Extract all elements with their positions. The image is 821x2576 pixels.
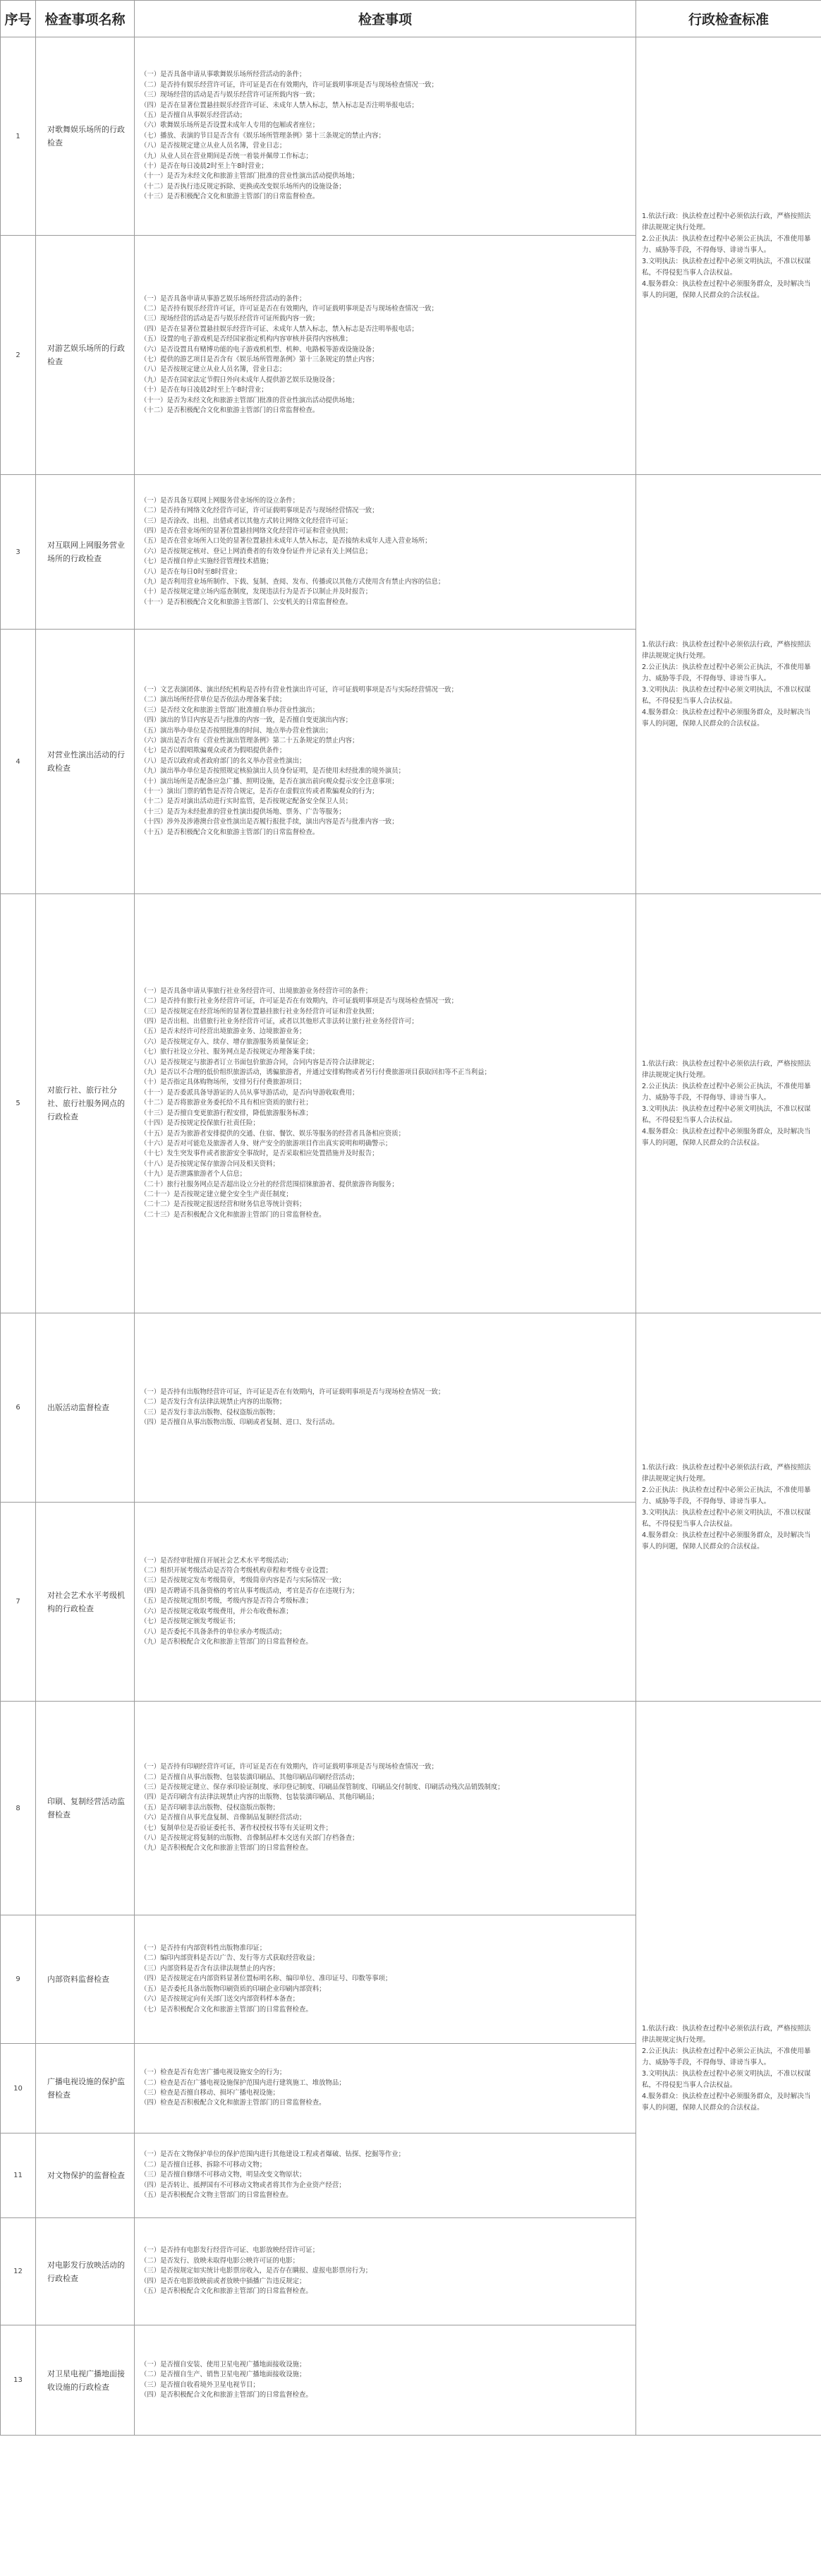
row-name: 对游艺娱乐场所的行政检查 — [36, 236, 135, 475]
item-line: （五）是否在营业场所入口处的显著位置悬挂未成年人禁入标志，是否接纳未成年人进入营业场所； — [140, 537, 432, 546]
header-num: 序号 — [1, 1, 36, 37]
item-line: （三）是否发行非法出版物、侵权盗版出版物； — [140, 1408, 279, 1416]
item-line: （十）是否按规定建立场内巡查制度，发现违法行为是否予以制止并及时报告； — [140, 588, 372, 596]
row-items — [135, 2325, 636, 2436]
item-line: （七）是否按规定颁发考级证书； — [140, 1618, 240, 1626]
item-line: （十）是否在每日凌晨2时至上午8时营业； — [140, 162, 268, 171]
item-line: （十二）是否积极配合文化和旅游主管部门的日常监督检查。 — [140, 407, 320, 415]
row-name: 对社会艺术水平考级机构的行政检查 — [36, 1503, 135, 1702]
standard-line: 1.依法行政：执法检查过程中必须依法行政，严格按照法律法规规定执行处理。 — [642, 212, 811, 231]
item-line: （三）是否按规定如实统计电影票房收入，是否存在瞒报、虚报电影票房行为； — [140, 2267, 372, 2275]
standard-line: 4.服务群众：执法检查过程中必须服务群众，及时解决当事人的问题，保障人民群众的合法权益。 — [642, 1127, 811, 1147]
item-line: （一）检查是否有危害广播电视设施安全的行为； — [140, 2069, 286, 2077]
row-items — [135, 236, 636, 475]
item-line: （一）是否具备互联网上网服务营业场所的设立条件； — [140, 496, 300, 505]
item-line: （十一）是否积极配合文化和旅游主管部门、公安机关的日常监督检查。 — [140, 598, 353, 606]
item-line: （六）是否按规定向有关部门送交内部资料样本备查； — [140, 1995, 300, 2004]
table-row — [1, 475, 821, 630]
table-row — [1, 1702, 821, 1915]
item-line: （六）歌舞娱乐场所是否设置未成年人专用的包厢或者座位； — [140, 121, 320, 130]
item-line: （四）演出的节目内容是否与批准的内容一致，是否擅自变更演出内容； — [140, 716, 353, 725]
standard-line: 3.文明执法：执法检查过程中必须文明执法，不准以权谋私，不得侵犯当事人合法权益。 — [642, 2069, 811, 2089]
row-items — [135, 2133, 636, 2218]
item-line: （五）是否印刷非法出版物、侵权盗版出版物； — [140, 1803, 279, 1812]
item-line: （一）是否在文物保护单位的保护范围内进行其他建设工程或者爆破、钻探、挖掘等作业； — [140, 2150, 406, 2159]
standard-line: 2.公正执法：执法检查过程中必须公正执法，不准使用暴力、威胁等手段，不得侮辱、诽谤当事人。 — [642, 234, 811, 254]
item-line: （四）是否积极配合文化和旅游主管部门的日常监督检查。 — [140, 2390, 312, 2399]
row-name: 对文物保护的监督检查 — [36, 2133, 135, 2218]
item-line: （八）是否按规定将复制的出版物、音像制品样本交送有关部门存档备查； — [140, 1834, 359, 1843]
standard-line: 1.依法行政：执法检查过程中必须依法行政，严格按照法律法规规定执行处理。 — [642, 2024, 811, 2044]
header-row — [1, 1, 821, 37]
row-name: 对旅行社、旅行社分社、旅行社服务网点的行政检查 — [36, 894, 135, 1313]
standard-line: 2.公正执法：执法检查过程中必须公正执法，不准使用暴力、威胁等手段，不得侮辱、诽谤当事人。 — [642, 1486, 811, 1505]
row-items — [135, 1503, 636, 1702]
item-line: （十一）是否为未经文化和旅游主管部门批准的营业性演出活动提供场地； — [140, 172, 359, 181]
item-line: （七）播放、表演的节目是否含有《娱乐场所管理条例》第十三条规定的禁止内容； — [140, 131, 385, 140]
item-line: （三）是否按规定发布考级简章，考级简章内容是否与实际情况一致； — [140, 1577, 346, 1585]
item-line: （七）旅行社设立分社、服务网点是否按规定办理备案手续； — [140, 1048, 320, 1057]
item-line: （三）是否按规定建立、保存承印验证制度、承印登记制度、印刷品保管制度、印刷品交付制度、印刷活动残次品销毁制度； — [140, 1783, 504, 1791]
item-line: （五）是否擅自从事娱乐经营活动； — [140, 111, 247, 119]
standard-line: 3.文明执法：执法检查过程中必须文明执法，不准以权谋私，不得侵犯当事人合法权益。 — [642, 1508, 811, 1528]
item-line: （一）是否具备申请从事旅行社业务经营许可、出境旅游业务经营许可的条件； — [140, 987, 372, 995]
row-num: 7 — [1, 1503, 36, 1702]
standard-line: 1.依法行政：执法检查过程中必须依法行政，严格按照法律法规规定执行处理。 — [642, 1463, 811, 1483]
item-line: （十三）是否积极配合文化和旅游主管部门的日常监督检查。 — [140, 193, 320, 201]
standard-cell — [636, 1702, 821, 2436]
item-line: （二十三）是否积极配合文化和旅游主管部门的日常监督检查。 — [140, 1210, 326, 1219]
item-line: （五）设置的电子游戏机是否经国家指定机构内容审核并获得内容核准； — [140, 335, 353, 344]
item-line: （一）是否具备申请从事游艺娱乐场所经营活动的条件； — [140, 294, 306, 303]
item-line: （一）是否持有出版物经营许可证，许可证是否在有效期内，许可证载明事项是否与现场检查情况一致； — [140, 1388, 445, 1396]
row-items — [135, 37, 636, 236]
item-line: （二）演出场所经营单位是否依法办理备案手续； — [140, 696, 286, 704]
row-num: 12 — [1, 2218, 36, 2325]
standard-line: 3.文明执法：执法检查过程中必须文明执法，不准以权谋私，不得侵犯当事人合法权益。 — [642, 685, 811, 705]
standard-cell — [636, 1313, 821, 1702]
item-line: （五）是否委托具备出版物印刷资质的印刷企业印刷内部资料； — [140, 1985, 326, 1993]
row-num: 13 — [1, 2325, 36, 2436]
standard-line: 3.文明执法：执法检查过程中必须文明执法，不准以权谋私，不得侵犯当事人合法权益。 — [642, 1105, 811, 1124]
item-line: （三）检查是否擅自移动、损坏广播电视设施； — [140, 2089, 279, 2097]
item-line: （十一）是否为未经文化和旅游主管部门批准的营业性演出活动提供场地； — [140, 396, 359, 404]
row-name: 对卫星电视广播地面接收设施的行政检查 — [36, 2325, 135, 2436]
item-line: （二）是否持有网络文化经营许可证，许可证载明事项是否与现场经营情况一致； — [140, 507, 379, 515]
item-line: （七）复制单位是否验证委托书、著作权授权书等有关证明文件； — [140, 1824, 332, 1832]
standard-line: 1.依法行政：执法检查过程中必须依法行政，严格按照法律法规规定执行处理。 — [642, 1059, 811, 1079]
item-line: （九）从业人员在营业期间是否统一着装并佩带工作标志； — [140, 152, 312, 160]
item-line: （四）是否在显著位置悬挂娱乐经营许可证、未成年人禁入标志，禁入标志是否注明举报电话； — [140, 325, 418, 333]
item-line: （四）是否在电影放映前或者放映中插播广告违反规定； — [140, 2277, 306, 2285]
item-line: （六）是否按规定收取考级费用，并公布收费标准； — [140, 1607, 293, 1615]
row-items — [135, 2044, 636, 2133]
item-line: （六）演出是否含有《营业性演出管理条例》第二十五条规定的禁止内容； — [140, 736, 359, 745]
row-num: 2 — [1, 236, 36, 475]
item-line: （二）是否擅自生产、销售卫星电视广播地面接收设施； — [140, 2371, 306, 2379]
row-name: 对歌舞娱乐场所的行政检查 — [36, 37, 135, 236]
row-name: 对电影发行放映活动的行政检查 — [36, 2218, 135, 2325]
row-items — [135, 1313, 636, 1503]
row-num: 9 — [1, 1915, 36, 2044]
item-line: （四）是否在营业场所的显著位置悬挂网络文化经营许可证和营业执照； — [140, 526, 353, 535]
item-line: （二）是否擅自迁移、拆除不可移动文物； — [140, 2160, 267, 2169]
item-line: （三）是否擅自收看境外卫星电视节目； — [140, 2381, 260, 2389]
item-line: （二）是否持有娱乐经营许可证，许可证是否在有效期内，许可证载明事项是否与现场检查情况一致； — [140, 304, 438, 313]
row-num: 8 — [1, 1702, 36, 1915]
item-line: （一）文艺表演团体、演出经纪机构是否持有营业性演出许可证，许可证载明事项是否与实际经营情况一致； — [140, 685, 458, 694]
standard-cell — [636, 475, 821, 894]
standard-line: 2.公正执法：执法检查过程中必须公正执法，不准使用暴力、威胁等手段，不得侮辱、诽谤当事人。 — [642, 1082, 811, 1102]
item-line: （五）演出举办单位是否按照批准的时间、地点举办营业性演出； — [140, 726, 332, 735]
table-row — [1, 37, 821, 236]
item-line: （三）是否擅自修缮不可移动文物，明显改变文物原状； — [140, 2171, 306, 2179]
item-line: （九）是否积极配合文化和旅游主管部门的日常监督检查。 — [140, 1637, 312, 1646]
item-line: （三）内部资料是否含有法律法规禁止的内容； — [140, 1964, 279, 1973]
item-line: （八）是否按规定建立从业人员名簿，营业日志； — [140, 366, 286, 374]
item-line: （十）是否指定具体购物场所，安排另行付费旅游项目； — [140, 1078, 306, 1087]
standard-line: 2.公正执法：执法检查过程中必须公正执法，不准使用暴力、威胁等手段，不得侮辱、诽谤当事人。 — [642, 663, 811, 682]
item-line: （八）是否委托不具备条件的单位承办考级活动； — [140, 1627, 286, 1636]
header-name: 检查事项名称 — [36, 1, 135, 37]
item-line: （十二）是否执行违反规定拆除、更换或改变娱乐场所内的设施设备； — [140, 182, 346, 191]
item-line: （八）是否按规定与旅游者订立书面包价旅游合同，合同内容是否符合法律规定； — [140, 1058, 379, 1066]
item-line: （九）是否利用营业场所制作、下载、复制、查阅、发布、传播或以其他方式使用含有禁止内容的信息； — [140, 578, 445, 586]
item-line: （十七）发生突发事件或者旅游安全事故时，是否采取相应处置措施并及时报告； — [140, 1150, 379, 1158]
item-line: （十二）是否将旅游业务委托给不具有相应资质的旅行社； — [140, 1099, 312, 1107]
item-line: （五）是否未经许可经营出境旅游业务、边境旅游业务； — [140, 1028, 306, 1036]
standard-line: 2.公正执法：执法检查过程中必须公正执法，不准使用暴力、威胁等手段，不得侮辱、诽谤当事人。 — [642, 2047, 811, 2066]
item-line: （一）是否持有印刷经营许可证，许可证是否在有效期内，许可证载明事项是否与现场检查情况一致； — [140, 1763, 438, 1771]
item-line: （十五）是否为旅游者安排提供的交通、住宿、餐饮、娱乐等服务的经营者具备相应资质； — [140, 1129, 406, 1138]
item-line: （六）是否擅自从事光盘复制、音像制品复制经营活动； — [140, 1814, 306, 1822]
standard-line: 1.依法行政：执法检查过程中必须依法行政，严格按照法律法规规定执行处理。 — [642, 640, 811, 660]
item-line: （三）现场经营的活动是否与娱乐经营许可证所载内容一致； — [140, 315, 320, 323]
item-line: （三）现场经营的活动是否与娱乐经营许可证所载内容一致； — [140, 91, 320, 100]
item-line: （九）是否以不合理的低价组织旅游活动，诱骗旅游者，并通过安排购物或者另行付费旅游项目获取回扣等不正当利益； — [140, 1069, 491, 1077]
item-line: （四）是否按规定在内部资料显著位置标明名称、编印单位、准印证号、印数等事项； — [140, 1975, 392, 1983]
standard-line: 4.服务群众：执法检查过程中必须服务群众，及时解决当事人的问题，保障人民群众的合法权益。 — [642, 2092, 811, 2112]
row-num: 4 — [1, 630, 36, 894]
row-num: 5 — [1, 894, 36, 1313]
item-line: （三）是否按规定在经营场所的显著位置悬挂旅行社业务经营许可证和营业执照； — [140, 1007, 379, 1016]
item-line: （二）是否持有旅行社业务经营许可证，许可证是否在有效期内，许可证载明事项是否与现场检查情况一致； — [140, 997, 458, 1006]
item-line: （七）是否以假唱欺骗观众或者为假唱提供条件； — [140, 747, 286, 755]
item-line: （四）是否出租、出借旅行社业务经营许可证，或者以其他形式非法转让旅行社业务经营许可； — [140, 1018, 418, 1026]
item-line: （四）是否印刷含有法律法规禁止内容的出版物、包装装潢印刷品、其他印刷品； — [140, 1793, 379, 1802]
header-standard: 行政检查标准 — [636, 1, 821, 37]
item-line: （六）是否设置具有赌博功能的电子游戏机机型、机种、电路板等游戏设施设备； — [140, 345, 379, 354]
item-line: （一）是否持有内部资料性出版物准印证； — [140, 1944, 267, 1953]
item-line: （七）提供的游艺项目是否含有《娱乐场所管理条例》第十三条规定的禁止内容； — [140, 356, 379, 363]
item-line: （十九）是否泄露旅游者个人信息； — [140, 1170, 247, 1179]
row-name: 出版活动监督检查 — [36, 1313, 135, 1503]
item-line: （一）是否持有电影发行经营许可证、电影放映经营许可证； — [140, 2246, 320, 2255]
row-num: 11 — [1, 2133, 36, 2218]
row-items — [135, 1915, 636, 2044]
item-line: （四）是否在显著位置悬挂娱乐经营许可证、未成年人禁入标志，禁入标志是否注明举报电话； — [140, 101, 418, 109]
item-line: （七）是否擅自停止实施经营管理技术措施； — [140, 558, 273, 566]
row-name: 广播电视设施的保护监督检查 — [36, 2044, 135, 2133]
item-line: （五）是否积极配合文物主管部门的日常监督检查。 — [140, 2191, 293, 2200]
item-line: （二）组织开展考级活动是否符合考级机构章程和考级专业设置； — [140, 1567, 332, 1575]
item-line: （二）编印内部资料是否以广告、发行等方式获取经营收益； — [140, 1954, 320, 1963]
standard-line: 4.服务群众：执法检查过程中必须服务群众，及时解决当事人的问题，保障人民群众的合法权益。 — [642, 1531, 811, 1551]
header-items: 检查事项 — [135, 1, 636, 37]
item-line: （十四）是否按规定投保旅行社责任险； — [140, 1119, 260, 1128]
row-items — [135, 894, 636, 1313]
item-line: （八）是否按规定建立从业人员名簿，营业日志； — [140, 142, 286, 150]
item-line: （二）是否发行、放映未取得电影公映许可证的电影； — [140, 2256, 300, 2265]
item-line: （十）是否在每日凌晨2时至上午8时营业； — [140, 386, 268, 395]
table-row — [1, 1313, 821, 1503]
item-line: （五）是否积极配合文化和旅游主管部门的日常监督检查。 — [140, 2287, 312, 2296]
row-num: 1 — [1, 37, 36, 236]
item-line: （二十二）是否按规定报送经营和财务信息等统计资料； — [140, 1200, 306, 1209]
row-name: 对营业性演出活动的行政检查 — [36, 630, 135, 894]
standard-cell — [636, 37, 821, 475]
item-line: （九）是否在国家法定节假日外向未成年人提供游艺娱乐设施设备； — [140, 375, 339, 384]
row-name: 内部资料监督检查 — [36, 1915, 135, 2044]
item-line: （一）是否具备申请从事歌舞娱乐场所经营活动的条件； — [140, 71, 306, 79]
item-line: （十）演出场所是否配备应急广播、照明设施，是否在演出前向观众提示安全注意事项； — [140, 777, 399, 786]
row-num: 10 — [1, 2044, 36, 2133]
item-line: （八）是否以政府或者政府部门的名义举办营业性演出； — [140, 757, 306, 765]
table-row — [1, 894, 821, 1313]
item-line: （十三）是否为未经批准的营业性演出提供场地、票务、广告等服务； — [140, 807, 346, 816]
item-line: （四）检查是否积极配合文化和旅游主管部门的日常监督检查。 — [140, 2099, 326, 2107]
row-items — [135, 1702, 636, 1915]
item-line: （九）演出举办单位是否按照规定核验演出人员身份证明，是否使用未经批准的境外演员； — [140, 767, 406, 776]
item-line: （十五）是否积极配合文化和旅游主管部门的日常监督检查。 — [140, 828, 320, 836]
row-items — [135, 475, 636, 630]
row-items — [135, 2218, 636, 2325]
row-name: 对互联网上网服务营业场所的行政检查 — [36, 475, 135, 630]
item-line: （九）是否积极配合文化和旅游主管部门的日常监督检查。 — [140, 1844, 312, 1853]
row-num: 3 — [1, 475, 36, 630]
item-line: （十六）是否对可能危及旅游者人身、财产安全的旅游项目作出真实说明和明确警示； — [140, 1139, 392, 1148]
item-line: （六）是否按规定存入、续存、增存旅游服务质量保证金； — [140, 1037, 312, 1046]
item-line: （二）是否持有娱乐经营许可证，许可证是否在有效期内，许可证载明事项是否与现场检查情况一致； — [140, 80, 438, 89]
standard-line: 4.服务群众：执法检查过程中必须服务群众，及时解决当事人的问题，保障人民群众的合法权益。 — [642, 279, 811, 299]
standard-cell — [636, 894, 821, 1313]
item-line: （十一）演出门票的销售是否符合规定，是否存在虚假宣传或者欺骗观众的行为； — [140, 788, 379, 796]
item-line: （一）是否擅自安装、使用卫星电视广播地面接收设施； — [140, 2360, 306, 2369]
item-line: （十八）是否按规定保存旅游合同及相关资料； — [140, 1160, 279, 1168]
standard-line: 3.文明执法：执法检查过程中必须文明执法，不准以权谋私，不得侵犯当事人合法权益。 — [642, 257, 811, 277]
item-line: （四）是否擅自从事出版物出版、印刷或者复制、进口、发行活动。 — [140, 1418, 339, 1426]
item-line: （四）是否转让、抵押国有不可移动文物或者将其作为企业资产经营； — [140, 2181, 346, 2189]
item-line: （四）是否聘请不具备资格的考官从事考级活动，考官是否存在违规行为； — [140, 1587, 359, 1595]
item-line: （十一）是否委派具备导游证的人员从事导游活动，是否向导游收取费用； — [140, 1088, 359, 1097]
item-line: （十三）是否擅自变更旅游行程安排，降低旅游服务标准； — [140, 1109, 312, 1117]
item-line: （六）是否按规定核对、登记上网消费者的有效身份证件并记录有关上网信息； — [140, 547, 372, 555]
item-line: （二十一）是否按规定建立健全安全生产责任制度； — [140, 1190, 293, 1198]
item-line: （二十）旅行社服务网点是否超出设立分社的经营范围招徕旅游者、提供旅游咨询服务； — [140, 1180, 399, 1188]
item-line: （十四）涉外及涉港澳台营业性演出是否履行报批手续，演出内容是否与批准内容一致； — [140, 818, 399, 826]
item-line: （一）是否经审批擅自开展社会艺术水平考级活动； — [140, 1556, 293, 1565]
item-line: （二）是否发行含有法律法规禁止内容的出版物； — [140, 1398, 286, 1407]
item-line: （二）检查是否在广播电视设施保护范围内进行建筑施工、堆放物品； — [140, 2078, 346, 2087]
item-line: （五）是否按规定组织考级，考级内容是否符合考级标准； — [140, 1597, 312, 1606]
row-num: 6 — [1, 1313, 36, 1503]
item-line: （三）是否涂改、出租、出借或者以其他方式转让网络文化经营许可证； — [140, 517, 353, 525]
row-name: 印刷、复制经营活动监督检查 — [36, 1702, 135, 1915]
item-line: （十二）是否对演出活动进行实时监管，是否按规定配备安全保卫人员； — [140, 798, 353, 806]
row-items — [135, 630, 636, 894]
item-line: （八）是否在每日0时至8时营业； — [140, 567, 242, 576]
item-line: （七）是否积极配合文化和旅游主管部门的日常监督检查。 — [140, 2005, 312, 2014]
standard-line: 4.服务群众：执法检查过程中必须服务群众，及时解决当事人的问题，保障人民群众的合法权益。 — [642, 708, 811, 728]
item-line: （三）是否经文化和旅游主管部门批准擅自举办营业性演出； — [140, 706, 320, 714]
item-line: （二）是否擅自从事出版物、包装装潢印刷品、其他印刷品印刷经营活动； — [140, 1773, 359, 1781]
